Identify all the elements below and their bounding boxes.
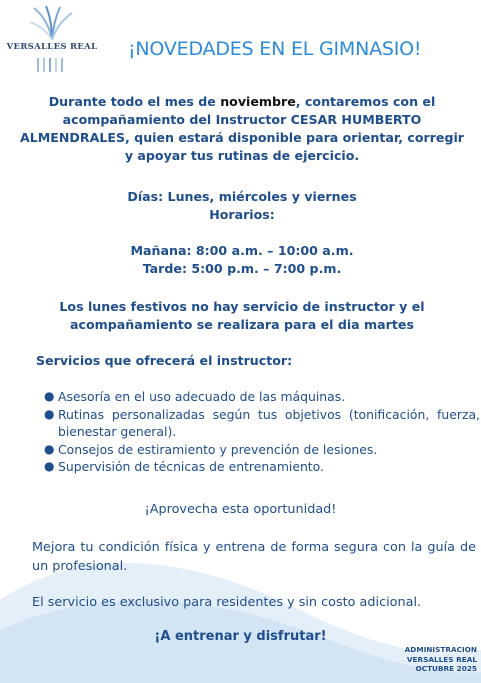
services-list [40,388,480,476]
schedule-days: Días: Lunes, miércoles y viernes [127,189,357,204]
exclusivity-paragraph: El servicio es exclusivo para residentes y sin costo adicional. [32,595,422,610]
page-title: ¡NOVEDADES EN EL GIMNASIO! [128,38,422,60]
schedule-times-block [18,242,466,278]
bullet-icon: ● [44,389,55,403]
schedule-morning: Mañana: 8:00 a.m. – 10:00 a.m. [130,243,354,258]
call-to-action: ¡Aprovecha esta oportunidad! [144,502,337,517]
list-item [40,458,480,476]
benefit-paragraph: Mejora tu condición física y entrena de forma segura con la guía de un profesional. [32,540,476,574]
admin-line-3: OCTUBRE 2025 [415,664,477,673]
intro-month-highlight: noviembre [220,94,296,109]
service-text: Asesoría en el uso adecuado de las máquinas. [58,389,346,404]
logo-underline-icon [34,54,74,74]
intro-text-end: , contaremos con el acompañamiento del Instructor CESAR HUMBERTO ALMENDRALES, quien estará disponible para orientar, corregir y apoyar tus rutinas de ejercicio. [19,94,465,163]
service-text: Rutinas personalizadas según tus objetivos (tonificación, fuerza, bienestar general). [58,406,480,439]
admin-signature [405,645,477,674]
logo-text: VERSALLES REAL [6,42,98,52]
schedule-afternoon: Tarde: 5:00 p.m. – 7:00 p.m. [142,261,342,276]
bullet-icon: ● [44,441,55,456]
versalles-real-logo [4,4,100,74]
service-text: Supervisión de técnicas de entrenamiento. [58,459,324,474]
bullet-icon: ● [44,459,55,473]
fountain-logo-icon [28,4,76,44]
service-text: Consejos de estiramiento y prevención de lesiones. [58,441,378,457]
list-item [40,388,480,406]
schedule-hours-label: Horarios: [209,207,275,222]
intro-paragraph [18,93,466,165]
closing-slogan: ¡A entrenar y disfrutar! [154,629,327,644]
schedule-days-block [18,188,466,224]
admin-line-1: ADMINISTRACION [404,645,477,654]
list-item [40,406,480,441]
holiday-notice: Los lunes festivos no hay servicio de instructor y el acompañamiento se realizara para el dia martes [59,299,425,332]
bullet-icon: ● [44,406,55,421]
admin-line-2: VERSALLES REAL [406,654,477,664]
services-title: Servicios que ofrecerá el instructor: [36,353,293,368]
list-item [40,441,480,459]
intro-text-start: Durante todo el mes de [48,94,221,109]
